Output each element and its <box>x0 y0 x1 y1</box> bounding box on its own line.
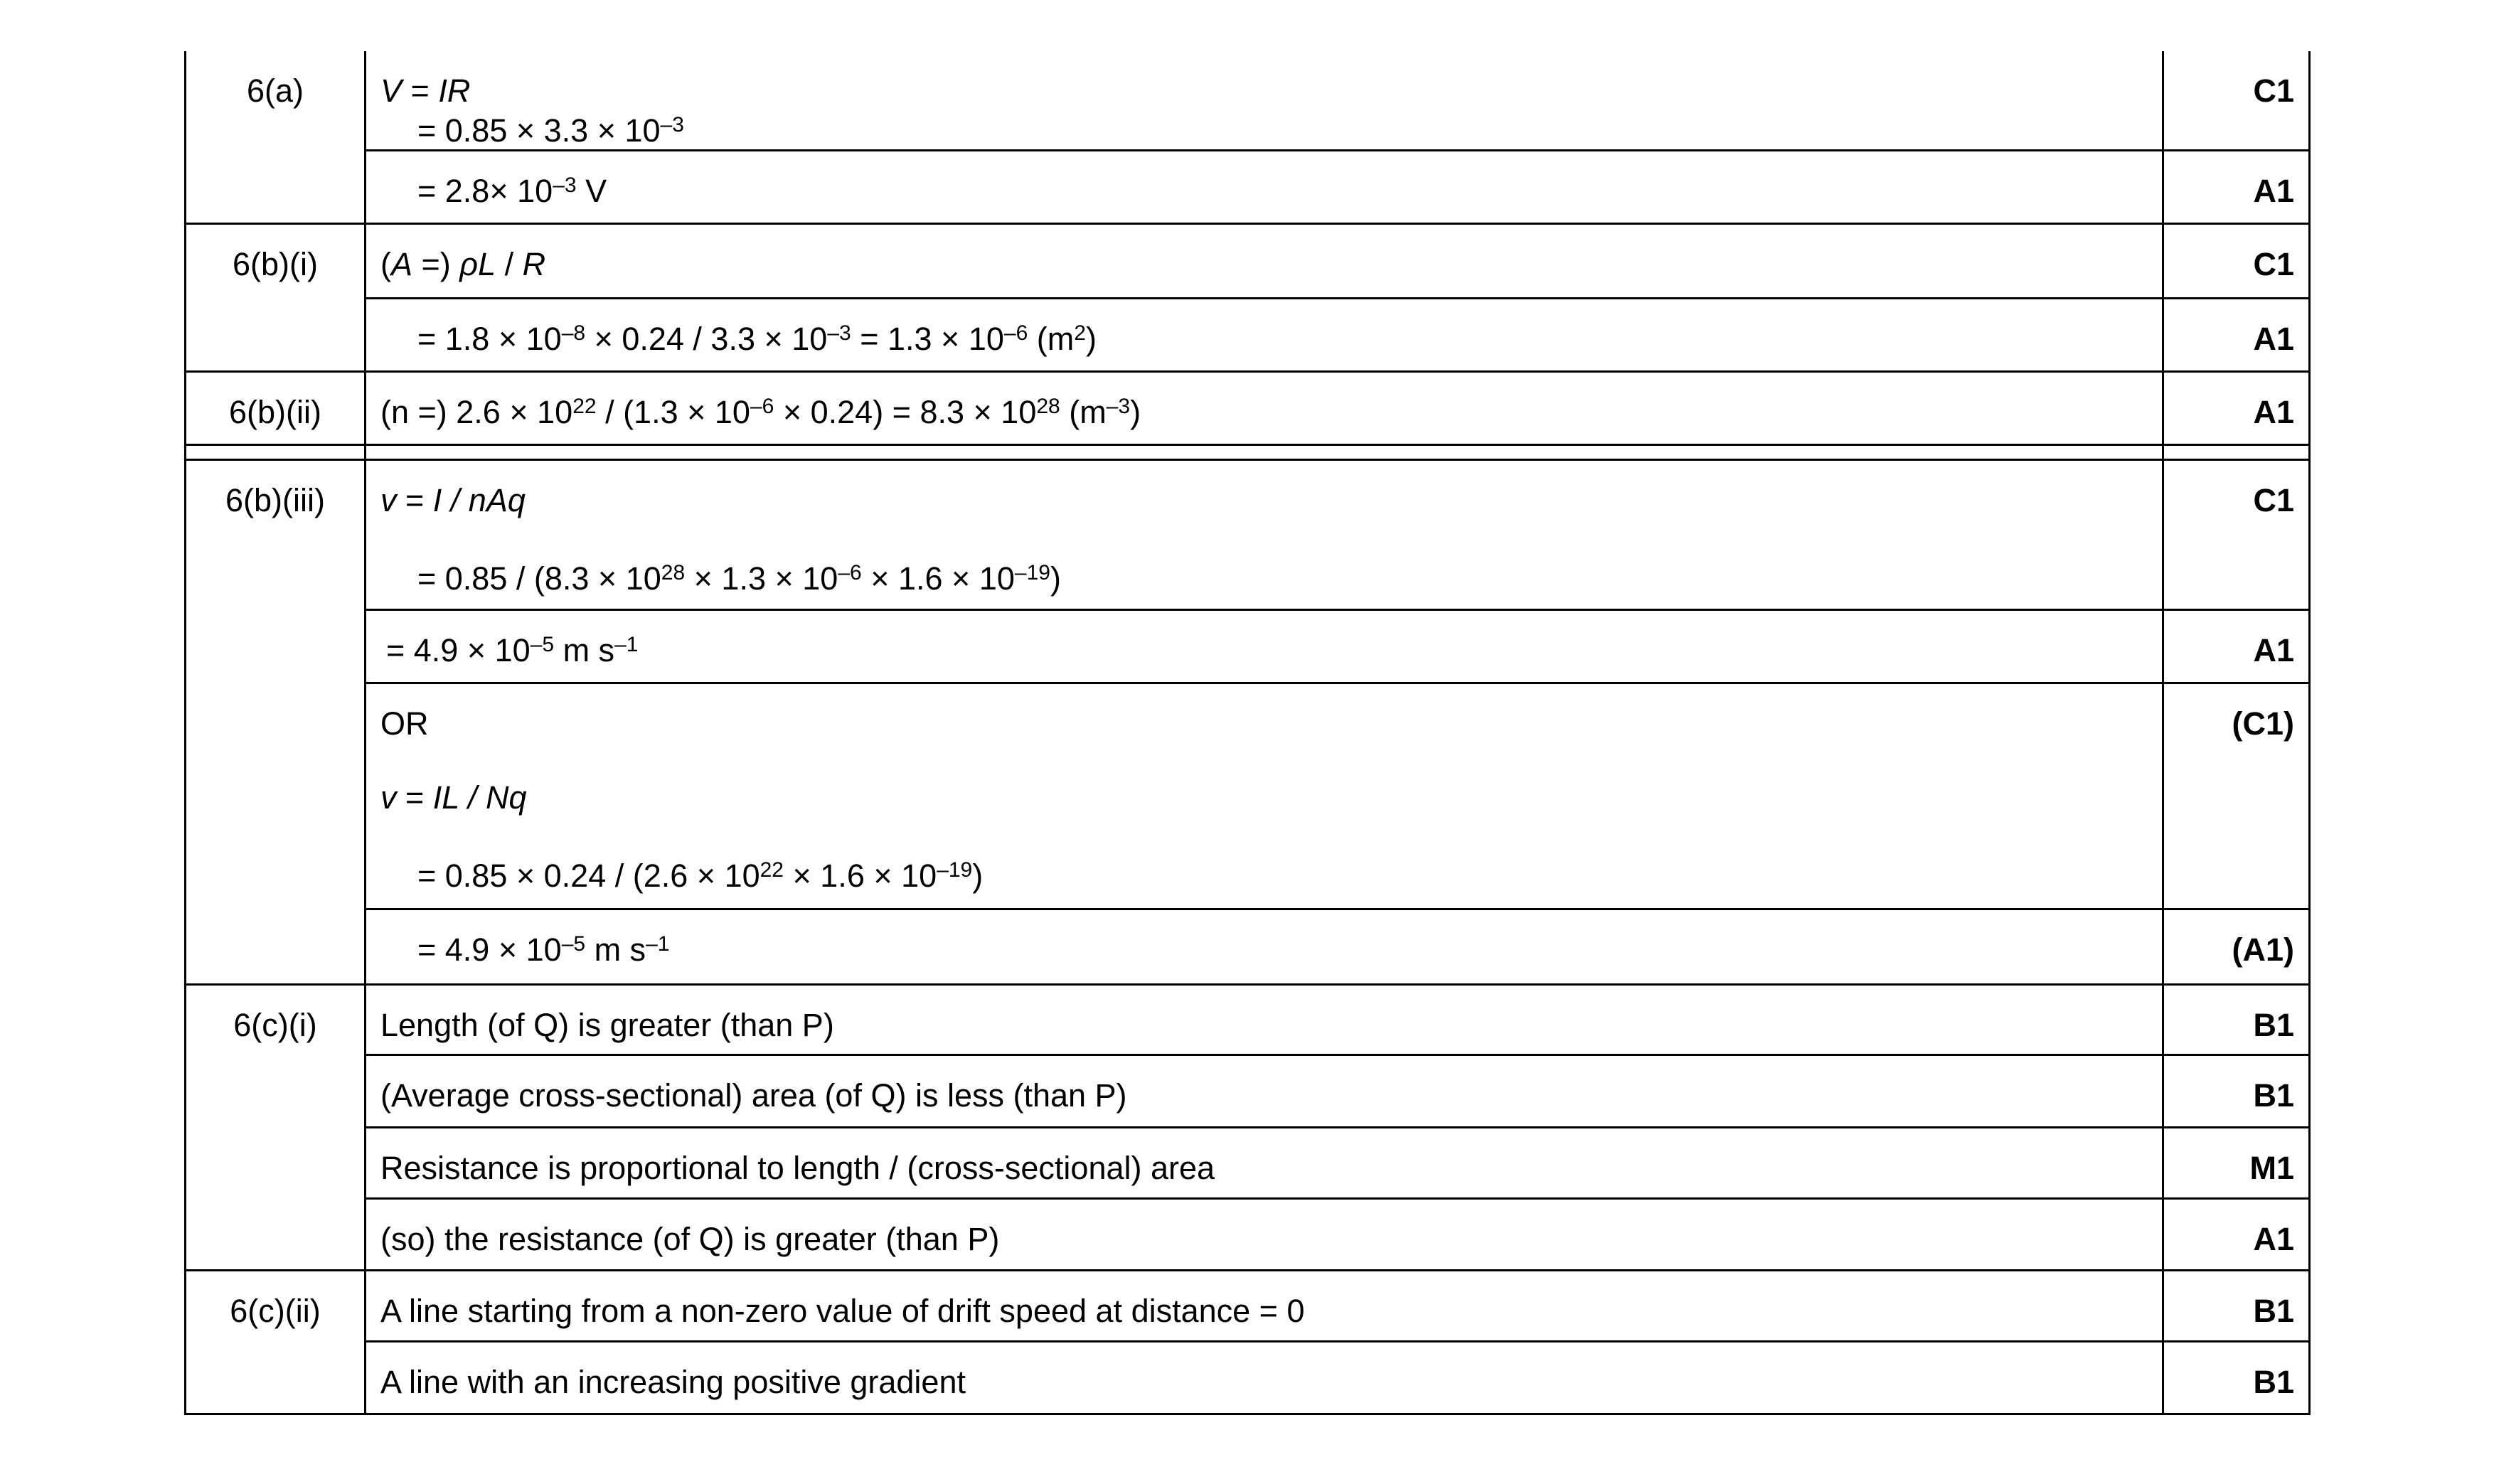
superscript-text: 28 <box>1036 395 1060 418</box>
answer-line <box>380 1221 2148 1258</box>
table-row <box>186 151 2310 224</box>
question-number: 6(c)(i) <box>186 985 366 1271</box>
mark-cell: C1 <box>2163 460 2310 610</box>
answer-text: = 0.85 / (8.3 × 10 <box>417 560 661 597</box>
table-row <box>186 224 2310 299</box>
answer-text: Resistance is proportional to length / (cross-sectional) area <box>380 1150 1215 1186</box>
superscript-text: –19 <box>937 858 973 882</box>
mark-cell: A1 <box>2163 1199 2310 1271</box>
table-row <box>186 1199 2310 1271</box>
answer-line <box>380 73 2148 110</box>
answer-line <box>380 632 2148 669</box>
mark-cell: (A1) <box>2163 909 2310 985</box>
answer-cell <box>366 985 2163 1055</box>
table-row <box>186 460 2310 610</box>
answer-line <box>380 246 2148 283</box>
mark-cell: B1 <box>2163 985 2310 1055</box>
answer-text: × 0.24 / 3.3 × 10 <box>585 321 828 357</box>
table-row <box>186 1342 2310 1414</box>
table-row <box>186 909 2310 985</box>
table-row <box>186 1055 2310 1128</box>
answer-text: = 4.9 × 10 <box>386 632 531 668</box>
superscript-text: –19 <box>1014 561 1050 584</box>
superscript-text: –6 <box>750 395 774 418</box>
answer-text: = <box>396 482 433 518</box>
answer-text: =) <box>412 246 460 282</box>
answer-line <box>380 560 2148 597</box>
answer-text: (n =) 2.6 × 10 <box>380 394 573 430</box>
answer-cell <box>366 1128 2163 1199</box>
answer-text: ρL <box>459 246 496 282</box>
answer-text: ) <box>1130 394 1141 430</box>
table-row <box>186 51 2310 151</box>
answer-cell <box>366 1199 2163 1271</box>
table-row <box>186 683 2310 909</box>
answer-text: V <box>576 173 607 209</box>
mark-cell: B1 <box>2163 1055 2310 1128</box>
answer-text: I / nAq <box>432 482 526 518</box>
answer-line <box>380 1364 2148 1401</box>
answer-text: IL / Nq <box>432 779 527 816</box>
mark-cell: C1 <box>2163 224 2310 299</box>
answer-text: R <box>522 246 546 282</box>
answer-cell <box>366 372 2163 445</box>
answer-line <box>380 1293 2148 1330</box>
gap-cell <box>186 445 366 460</box>
answer-cell <box>366 224 2163 299</box>
question-number: 6(a) <box>186 51 366 224</box>
table-row <box>186 985 2310 1055</box>
answer-text: × 0.24) = 8.3 × 10 <box>774 394 1037 430</box>
superscript-text: –1 <box>614 633 639 656</box>
answer-text: m s <box>554 632 615 668</box>
answer-text: IR <box>438 73 471 109</box>
answer-text: (m <box>1028 321 1075 357</box>
answer-text: v <box>380 779 397 816</box>
answer-text: (Average cross-sectional) area (of Q) is less (than P) <box>380 1077 1127 1114</box>
question-number: 6(b)(iii) <box>186 460 366 985</box>
answer-text: ) <box>1050 560 1061 597</box>
mark-scheme-table <box>184 51 2311 1415</box>
answer-text: = 1.8 × 10 <box>417 321 562 357</box>
mark-cell: M1 <box>2163 1128 2310 1199</box>
answer-text: ) <box>1085 321 1097 357</box>
answer-cell <box>366 1271 2163 1342</box>
superscript-text: –6 <box>1003 321 1028 345</box>
answer-text: = 2.8× 10 <box>417 173 553 209</box>
superscript-text: 2 <box>1074 321 1086 345</box>
superscript-text: –3 <box>827 321 851 345</box>
answer-text: V <box>380 73 403 109</box>
question-number: 6(b)(i) <box>186 224 366 372</box>
answer-line <box>380 931 2148 968</box>
answer-text: ) <box>972 858 984 894</box>
answer-text: / (1.3 × 10 <box>596 394 750 430</box>
answer-text: OR <box>380 705 429 742</box>
answer-line <box>380 1007 2148 1044</box>
answer-cell <box>366 1342 2163 1414</box>
answer-text: Length (of Q) is greater (than P) <box>380 1007 834 1043</box>
answer-line <box>380 1150 2148 1187</box>
answer-text: / <box>496 246 523 282</box>
mark-cell: C1 <box>2163 51 2310 151</box>
mark-cell: B1 <box>2163 1342 2310 1414</box>
answer-text: A line with an increasing positive gradient <box>380 1364 966 1400</box>
superscript-text: 22 <box>760 858 784 882</box>
question-number: 6(c)(ii) <box>186 1271 366 1414</box>
superscript-text: –3 <box>1106 395 1131 418</box>
mark-cell: A1 <box>2163 610 2310 683</box>
answer-line <box>380 482 2148 519</box>
answer-text: = 0.85 × 0.24 / (2.6 × 10 <box>417 858 760 894</box>
superscript-text: 22 <box>572 395 597 418</box>
question-number: 6(b)(ii) <box>186 372 366 445</box>
table-row <box>186 372 2310 445</box>
superscript-text: –6 <box>838 561 862 584</box>
answer-text: = 1.3 × 10 <box>851 321 1004 357</box>
table-row <box>186 299 2310 372</box>
superscript-text: –3 <box>660 113 684 137</box>
answer-line <box>380 112 2148 149</box>
superscript-text: –3 <box>553 174 577 197</box>
superscript-text: –5 <box>561 932 586 956</box>
answer-text: (so) the resistance (of Q) is greater (than P) <box>380 1221 1000 1257</box>
answer-cell <box>366 683 2163 909</box>
answer-text: × 1.6 × 10 <box>861 560 1015 597</box>
gap-cell <box>2163 445 2310 460</box>
answer-line <box>380 705 2148 742</box>
answer-text: × 1.3 × 10 <box>685 560 838 597</box>
superscript-text: –5 <box>530 633 555 656</box>
answer-text: = 4.9 × 10 <box>417 931 562 968</box>
answer-line <box>380 321 2148 358</box>
answer-line <box>380 779 2148 816</box>
mark-scheme-body <box>186 51 2310 1414</box>
mark-cell: A1 <box>2163 299 2310 372</box>
mark-cell: B1 <box>2163 1271 2310 1342</box>
table-row <box>186 610 2310 683</box>
answer-cell <box>366 51 2163 151</box>
answer-text: = 0.85 × 3.3 × 10 <box>417 112 661 149</box>
answer-line <box>380 394 2148 431</box>
answer-text: × 1.6 × 10 <box>784 858 937 894</box>
mark-cell: A1 <box>2163 151 2310 224</box>
answer-text: (m <box>1060 394 1107 430</box>
table-row <box>186 1128 2310 1199</box>
answer-cell <box>366 299 2163 372</box>
answer-text: ( <box>380 246 391 282</box>
answer-text: = <box>396 779 433 816</box>
answer-cell <box>366 1055 2163 1128</box>
superscript-text: –8 <box>561 321 586 345</box>
table-row <box>186 1271 2310 1342</box>
answer-text: v <box>380 482 397 518</box>
answer-line <box>380 858 2148 895</box>
answer-text: m s <box>585 931 646 968</box>
answer-cell <box>366 151 2163 224</box>
answer-text: = <box>402 73 439 109</box>
answer-line <box>380 173 2148 210</box>
answer-line <box>380 1077 2148 1114</box>
gap-cell <box>366 445 2163 460</box>
answer-cell <box>366 610 2163 683</box>
answer-text: A <box>391 246 413 282</box>
mark-cell: A1 <box>2163 372 2310 445</box>
superscript-text: –1 <box>646 932 670 956</box>
table-gap-row <box>186 445 2310 460</box>
answer-text: A line starting from a non-zero value of drift speed at distance = 0 <box>380 1293 1305 1329</box>
answer-cell <box>366 909 2163 985</box>
mark-cell: (C1) <box>2163 683 2310 909</box>
answer-cell <box>366 460 2163 610</box>
superscript-text: 28 <box>661 561 686 584</box>
